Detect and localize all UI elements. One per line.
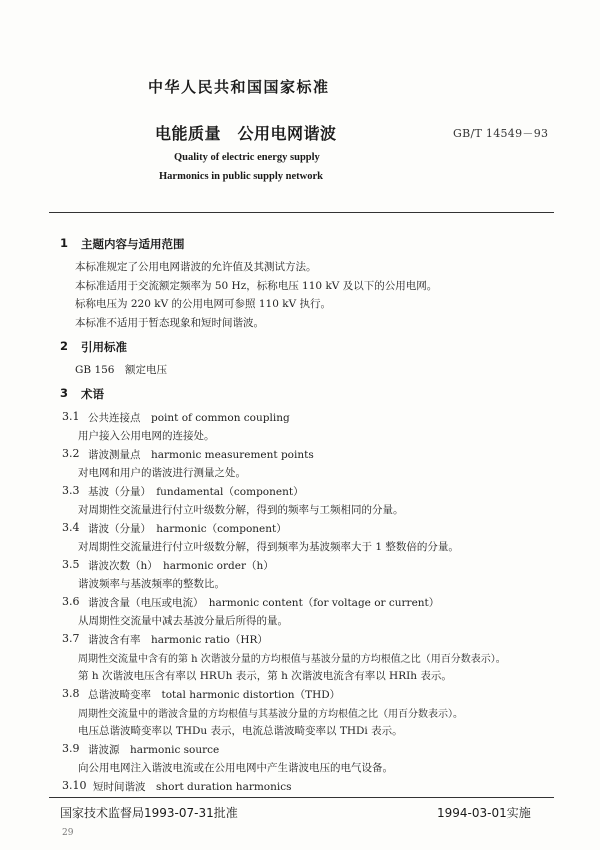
section-1-number: 1 xyxy=(60,236,69,250)
section-1-line: 标称电压为 220 kV 的公用电网可参照 110 kV 执行。 xyxy=(75,298,331,310)
section-1-line: 本标准适用于交流额定频率为 50 Hz，标称电压 110 kV 及以下的公用电网。 xyxy=(75,280,438,292)
term-number: 3.10 xyxy=(62,779,87,792)
section-3-number: 3 xyxy=(60,386,69,400)
term-number: 3.9 xyxy=(62,742,80,755)
page-number: 29 xyxy=(62,828,74,838)
term-title: 谐波（分量） harmonic（component） xyxy=(88,523,287,535)
header-rule xyxy=(49,212,554,213)
term-number: 3.3 xyxy=(62,484,80,497)
reference-standard: GB 156 额定电压 xyxy=(75,364,167,376)
standard-code: GB/T 14549－93 xyxy=(453,127,549,140)
effective-date: 1994-03-01实施 xyxy=(437,806,531,820)
section-1-line: 本标准规定了公用电网谐波的允许值及其测试方法。 xyxy=(75,261,317,273)
term-title: 谐波源 harmonic source xyxy=(88,744,220,756)
term-title: 公共连接点 point of common coupling xyxy=(88,412,290,424)
term-title: 谐波次数（h） harmonic order（h） xyxy=(88,560,274,572)
term-definition: 对周期性交流量进行付立叶级数分解，得到频率为基波频率大于 1 整数倍的分量。 xyxy=(78,541,459,553)
english-title-line-2: Harmonics in public supply network xyxy=(159,171,323,182)
footer-rule xyxy=(49,797,554,798)
term-definition: 对电网和用户的谐波进行测量之处。 xyxy=(78,467,246,479)
term-title: 总谐波畸变率 total harmonic distortion（THD） xyxy=(88,689,341,701)
term-title: 基波（分量） fundamental（component） xyxy=(88,486,304,498)
term-number: 3.6 xyxy=(62,595,80,608)
term-number: 3.2 xyxy=(62,447,80,460)
term-title: 谐波测量点 harmonic measurement points xyxy=(88,449,314,461)
term-definition: 向公用电网注入谐波电流或在公用电网中产生谐波电压的电气设备。 xyxy=(78,762,393,774)
term-title: 短时间谐波 short duration harmonics xyxy=(93,781,292,793)
term-definition: 对周期性交流量进行付立叶级数分解，得到的频率与工频相同的分量。 xyxy=(78,504,404,516)
term-number: 3.7 xyxy=(62,632,80,645)
term-number: 3.8 xyxy=(62,687,80,700)
term-definition: 周期性交流量中含有的第 h 次谐波分量的方均根值与基波分量的方均根值之比（用百分数表示）。 xyxy=(78,654,506,665)
term-definition: 第 h 次谐波电压含有率以 HRUh 表示，第 h 次谐波电流含有率以 HRIh 表示。 xyxy=(78,670,452,682)
term-number: 3.1 xyxy=(62,410,80,423)
term-definition: 电压总谐波畸变率以 THDu 表示，电流总谐波畸变率以 THDi 表示。 xyxy=(78,725,403,737)
document-title: 电能质量 公用电网谐波 xyxy=(155,124,337,143)
approval-date: 国家技术监督局1993-07-31批准 xyxy=(60,806,238,820)
term-number: 3.5 xyxy=(62,558,80,571)
section-1-heading: 主题内容与适用范围 xyxy=(81,237,185,251)
term-definition: 谐波频率与基波频率的整数比。 xyxy=(78,578,225,590)
term-title: 谐波含量（电压或电流） harmonic content（for voltage or current） xyxy=(88,597,440,609)
standard-name: 中华人民共和国国家标准 xyxy=(148,78,330,96)
term-number: 3.4 xyxy=(62,521,80,534)
section-1-line: 本标准不适用于暂态现象和短时间谐波。 xyxy=(75,317,264,329)
term-title: 谐波含有率 harmonic ratio（HR） xyxy=(88,634,268,646)
section-2-number: 2 xyxy=(60,339,69,353)
term-definition: 用户接入公用电网的连接处。 xyxy=(78,430,215,442)
section-2-heading: 引用标准 xyxy=(81,340,127,354)
english-title-line-1: Quality of electric energy supply xyxy=(174,152,320,163)
section-3-heading: 术语 xyxy=(81,387,104,401)
term-definition: 从周期性交流量中减去基波分量后所得的量。 xyxy=(78,615,288,627)
term-definition: 周期性交流量中的谐波含量的方均根值与其基波分量的方均根值之比（用百分数表示）。 xyxy=(78,709,463,720)
